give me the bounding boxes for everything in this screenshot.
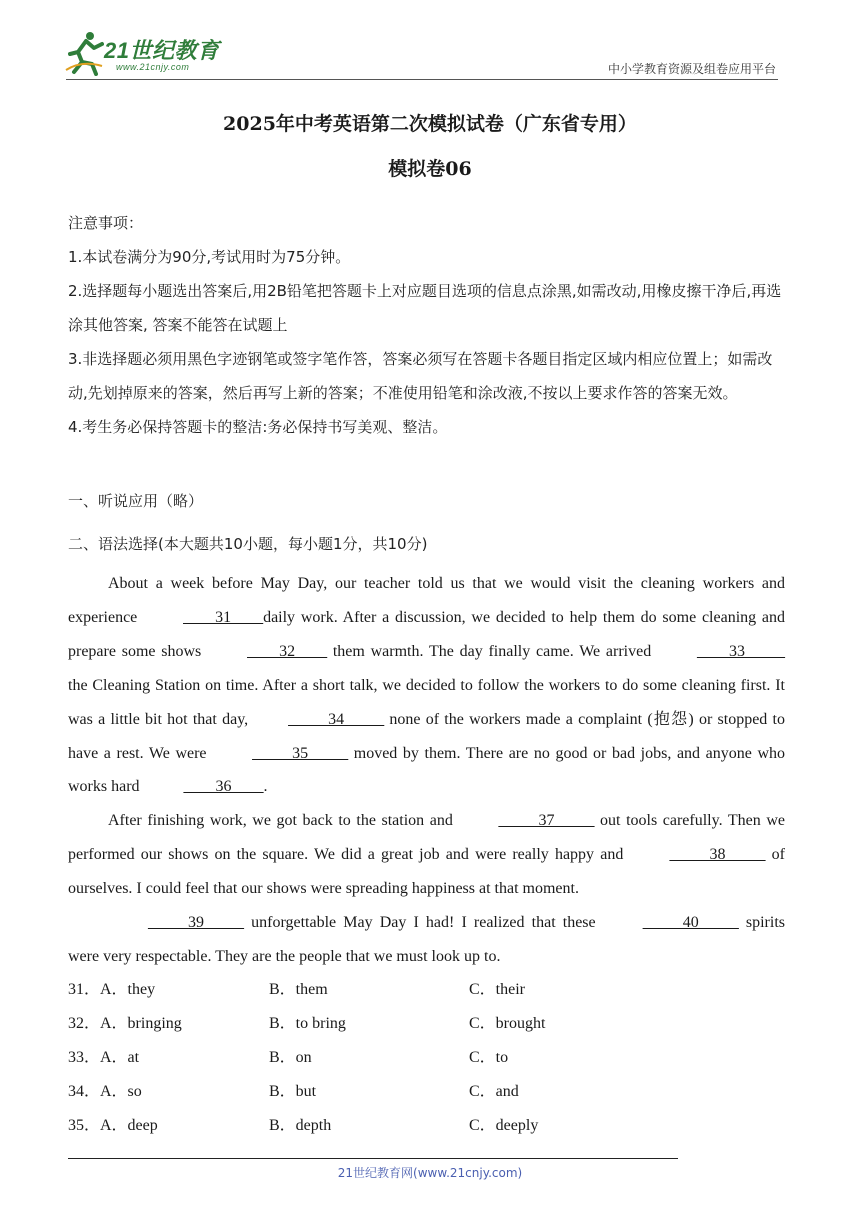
blank-39: _____39_____	[148, 914, 244, 932]
option-c: C．deeply	[469, 1116, 539, 1134]
page-header	[0, 0, 860, 90]
section-heading-listening: 一、听说应用（略）	[68, 492, 204, 510]
header-divider	[66, 79, 778, 80]
passage-text: moved by them. There are no good or bad jobs, and anyone who works hard	[68, 744, 786, 796]
option-row	[68, 973, 785, 1007]
logo-url: www.21cnjy.com	[116, 62, 190, 72]
option-a: 33．A．at	[68, 1048, 140, 1066]
note-item: 4.考生务必保持答题卡的整洁:务必保持书写美观、整洁。	[68, 418, 448, 436]
option-a: 34．A．so	[68, 1082, 142, 1100]
option-c: C．their	[469, 981, 525, 998]
page-subtitle: 模拟卷06	[388, 158, 472, 180]
site-logo[interactable]	[64, 30, 234, 80]
blank-38: _____38_____	[669, 846, 766, 864]
option-row	[68, 1041, 785, 1075]
grammar-passage	[68, 567, 785, 974]
notes-heading: 注意事项：	[68, 214, 144, 232]
blank-35: _____35_____	[252, 744, 349, 762]
option-b: B．on	[269, 1048, 312, 1066]
blank-33: ____33_____	[697, 642, 785, 660]
answer-options	[68, 973, 785, 1142]
option-a: 35．A．deep	[68, 1116, 158, 1134]
section-heading-grammar: 二、语法选择(本大题共10小题，每小题1分，共10分)	[68, 535, 428, 553]
blank-32: ____32____	[247, 642, 328, 660]
option-b: B．but	[269, 1082, 317, 1100]
note-item: 1.本试卷满分为90分,考试用时为75分钟。	[68, 248, 351, 266]
passage-text: of ourselves. I could feel that our shows were spreading happiness at that moment.	[68, 846, 786, 898]
passage-paragraph	[68, 804, 785, 906]
option-row	[68, 1007, 785, 1041]
passage-text: .	[263, 778, 268, 796]
blank-37: _____37_____	[498, 812, 595, 830]
blank-31: ____31____	[183, 608, 264, 626]
option-b: B．depth	[269, 1116, 332, 1134]
passage-text: out tools carefully. Then we performed our shows on the square. We did a great job and were really happy and	[68, 812, 785, 864]
page-title: 2025年中考英语第二次模拟试卷（广东省专用）	[223, 113, 637, 135]
option-a: 32．A．bringing	[68, 1014, 182, 1032]
blank-34: _____34_____	[288, 710, 385, 728]
passage-text: After finishing work, we got back to the station and	[108, 812, 459, 830]
option-row	[68, 1075, 785, 1109]
passage-text: unforgettable May Day I had! I realized that these	[244, 914, 603, 932]
footer-divider	[68, 1158, 678, 1159]
exam-notes	[68, 206, 786, 444]
option-b: B．them	[269, 981, 328, 998]
passage-text: them warmth. The day finally came. We arrived	[327, 642, 657, 660]
passage-paragraph	[68, 906, 785, 974]
runner-logo-icon	[64, 30, 104, 76]
option-a: 31．A．they	[68, 981, 156, 998]
option-c: C．brought	[469, 1014, 546, 1032]
passage-text: the Cleaning Station on time. After a short talk, we decided to follow the workers to do some cleaning first. It was a little bit hot that day,	[68, 676, 785, 728]
passage-text: About a week before May Day, our teacher told us that we would visit the cleaning workers and experience	[68, 575, 785, 626]
option-c: C．to	[469, 1048, 509, 1066]
logo-text: 21世纪教育	[104, 38, 220, 63]
blank-36: ____36____	[183, 778, 264, 796]
note-item: 3.非选择题必须用黑色字迹钢笔或签字笔作答，答案必须写在答题卡各题目指定区域内相应位置上；如需改动,先划掉原来的答案，然后再写上新的答案；不准使用铅笔和涂改液,不按以上要求作答的答案无效。	[68, 350, 773, 402]
option-row	[68, 1109, 785, 1143]
passage-text: spirits were very respectable. They are the people that we must look up to.	[68, 914, 785, 965]
blank-40: _____40_____	[642, 914, 739, 932]
note-item: 2.选择题每小题选出答案后,用2B铅笔把答题卡上对应题目选项的信息点涂黑,如需改动,用橡皮擦干净后,再选涂其他答案, 答案不能答在试题上	[68, 282, 782, 334]
passage-text: none of the workers made a complaint (抱怨) or stopped to have a rest. We were	[68, 710, 785, 762]
option-c: C．and	[469, 1082, 519, 1100]
option-b: B．to bring	[269, 1014, 346, 1032]
platform-label: 中小学教育资源及组卷应用平台	[607, 62, 776, 76]
passage-paragraph	[68, 567, 785, 804]
passage-text: daily work. After a discussion, we decided to help them do some cleaning and prepare some shows	[68, 608, 786, 660]
footer-link[interactable]: 21世纪教育网(www.21cnjy.com)	[337, 1166, 523, 1180]
